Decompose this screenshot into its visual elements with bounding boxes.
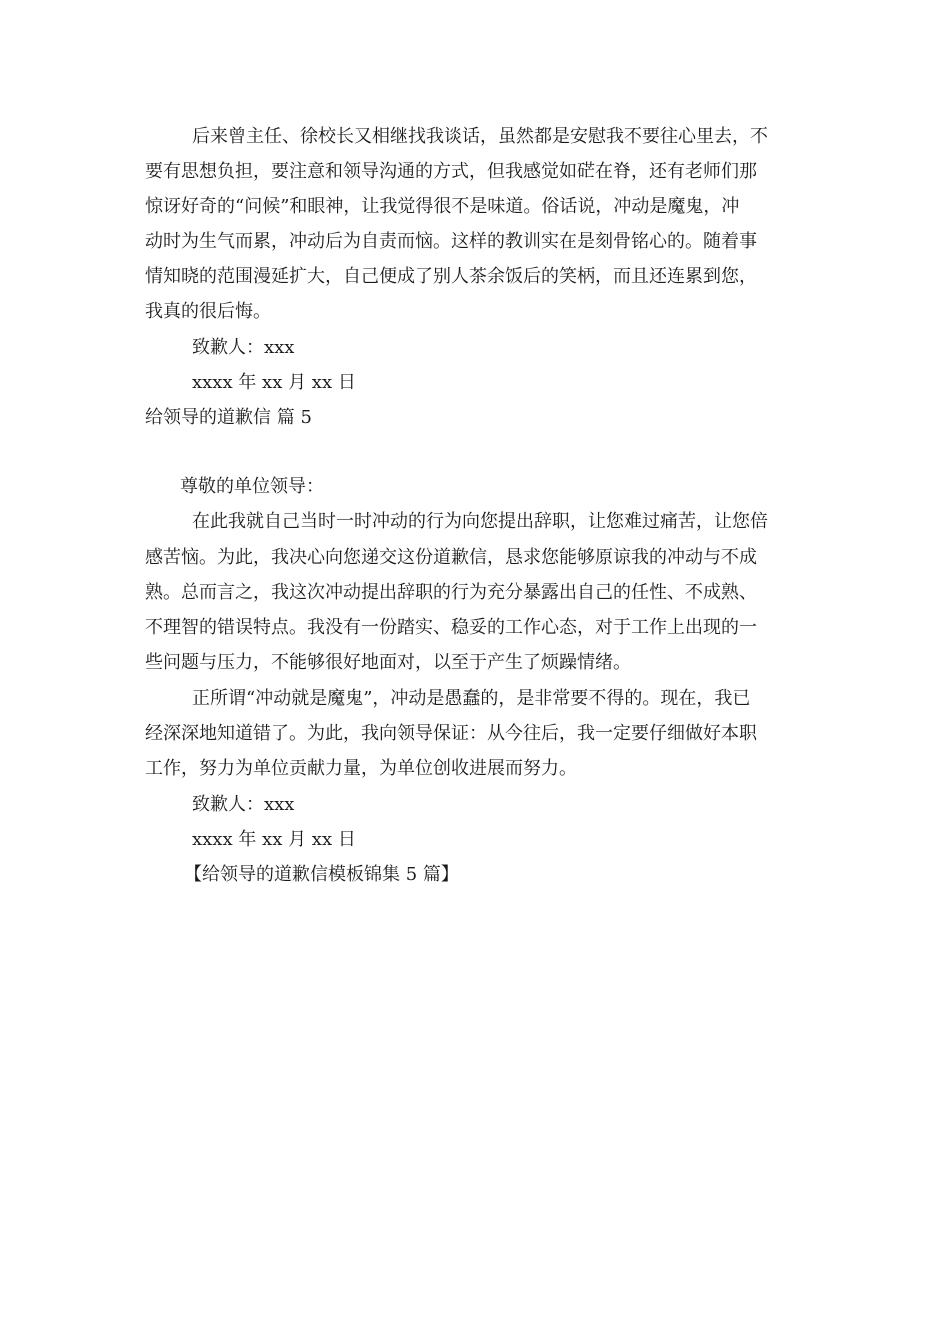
section-heading: 给领导的道歉信 篇 5	[145, 407, 312, 428]
signature: 致歉人：xxx	[192, 794, 295, 815]
paragraph-line: 些问题与压力，不能够很好地面对，以至于产生了烦躁情绪。	[145, 652, 631, 673]
paragraph-line: 工作，努力为单位贡献力量，为单位创收进展而努力。	[145, 758, 577, 779]
paragraph-line: 情知晓的范围漫延扩大，自己便成了别人茶余饭后的笑柄，而且还连累到您，	[145, 266, 757, 287]
date: xxxx 年 xx 月 xx 日	[192, 829, 356, 850]
paragraph-line: 我真的很后悔。	[145, 301, 271, 322]
date: xxxx 年 xx 月 xx 日	[192, 372, 356, 393]
paragraph-line: 后来曾主任、徐校长又相继找我谈话，虽然都是安慰我不要往心里去，不	[192, 126, 768, 147]
paragraph-line: 要有思想负担，要注意和领导沟通的方式，但我感觉如硭在脊，还有老师们那	[145, 161, 757, 182]
footer-title: 【给领导的道歉信模板锦集 5 篇】	[184, 864, 459, 885]
paragraph-line: 惊讶好奇的“问候”和眼神，让我觉得很不是味道。俗话说，冲动是魔鬼，冲	[145, 196, 740, 217]
signature: 致歉人：xxx	[192, 337, 295, 358]
paragraph-line: 不理智的错误特点。我没有一份踏实、稳妥的工作心态，对于工作上出现的一	[145, 617, 757, 638]
paragraph-line: 在此我就自己当时一时冲动的行为向您提出辞职，让您难过痛苦，让您倍	[192, 511, 768, 532]
paragraph-line: 熟。总而言之，我这次冲动提出辞职的行为充分暴露出自己的任性、不成熟、	[145, 582, 757, 603]
paragraph-line: 正所谓“冲动就是魔鬼”，冲动是愚蠢的，是非常要不得的。现在，我已	[192, 688, 751, 709]
paragraph-line: 动时为生气而累，冲动后为自责而恼。这样的教训实在是刻骨铭心的。随着事	[145, 231, 757, 252]
paragraph-line: 感苦恼。为此，我决心向您递交这份道歉信，恳求您能够原谅我的冲动与不成	[145, 547, 757, 568]
salutation: 尊敬的单位领导：	[180, 476, 324, 497]
paragraph-line: 经深深地知道错了。为此，我向领导保证：从今往后，我一定要仔细做好本职	[145, 723, 757, 744]
